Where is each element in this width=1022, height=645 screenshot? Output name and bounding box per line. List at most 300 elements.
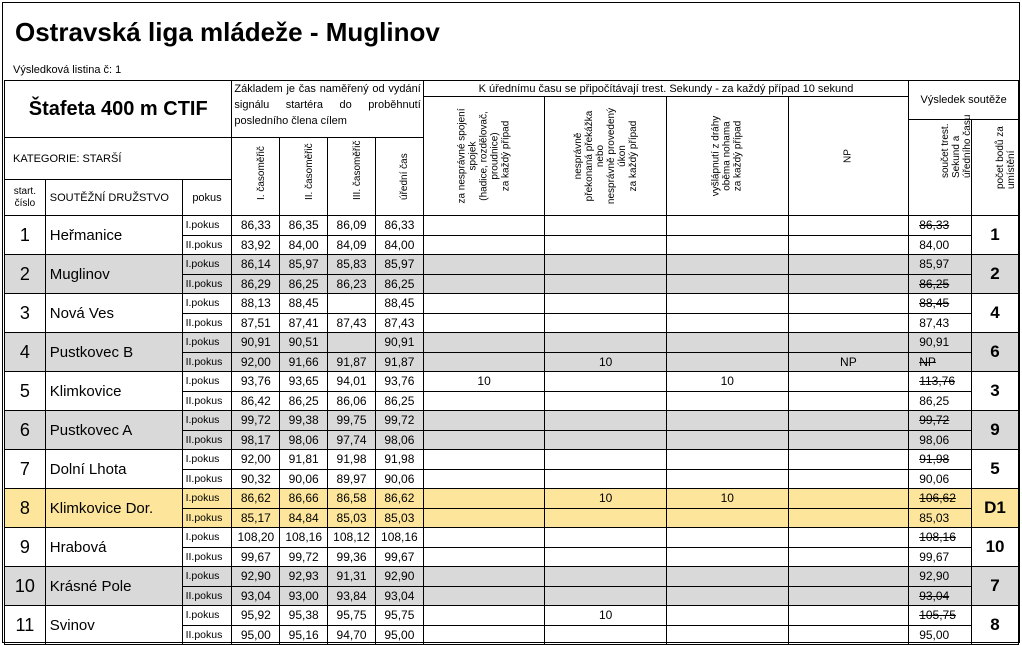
official-time-cell [375,274,423,294]
sum-cell-value: 85,97 [919,257,950,272]
sum-cell-value: 108,16 [919,530,956,545]
attempt-cell [182,274,232,294]
event-name: Štafeta 400 m CTIF [28,97,208,120]
timer2-cell [280,352,328,372]
penalty-np-cell [788,430,909,450]
official-time-cell-value: 91,87 [384,354,415,369]
sum-cell-value: 106,62 [919,491,956,506]
team-name-cell [45,372,182,411]
penalty1-cell [423,294,545,314]
col-timer3-label: III. časoměřič [351,140,363,200]
timer2-cell [280,450,328,470]
official-time-cell [375,255,423,275]
timer1-cell [232,333,280,353]
start-number-cell-value: 10 [14,575,35,596]
start-number-cell [5,528,46,567]
timer2-cell-value: 91,81 [288,452,319,467]
penalty2-cell-value: 10 [599,608,613,623]
official-time-cell [375,235,423,255]
penalty2-cell [545,547,667,567]
placement-cell-value: 1 [990,225,1000,244]
penalty-np-cell [788,313,909,333]
official-time-cell-value: 86,25 [384,276,415,291]
sum-cell [909,489,972,509]
timer3-cell [328,235,376,255]
penalty1-cell [423,508,545,528]
attempt-cell [182,469,232,489]
official-time-cell [375,352,423,372]
penalty-np-cell [788,508,909,528]
official-time-cell-value: 86,33 [384,218,415,233]
placement-cell [972,255,1019,294]
col-sum-label [940,115,973,178]
timer1-cell [232,274,280,294]
col-team-header [45,180,182,216]
official-time-cell [375,625,423,645]
attempt-cell [182,625,232,645]
sum-cell-value: 86,33 [919,218,950,233]
official-time-cell-value: 93,04 [384,588,415,603]
attempt-cell-value: II.pokus [185,277,223,290]
timer3-cell-value: 84,09 [336,237,367,252]
timer3-cell [328,430,376,450]
attempt-cell-value: II.pokus [185,394,223,407]
timer2-cell [280,469,328,489]
timer1-cell [232,313,280,333]
penalty3-cell [666,547,788,567]
penalty-note-cell [423,81,908,97]
timer1-cell [232,450,280,470]
placement-cell [972,372,1019,411]
penalty-np-cell [788,586,909,606]
timer3-cell-value: 99,75 [336,413,367,428]
penalty-np-cell [788,274,909,294]
timer3-cell [328,508,376,528]
official-time-cell-value: 86,25 [384,393,415,408]
start-number-cell-value: 4 [19,341,30,362]
sum-cell-value: 99,72 [919,413,950,428]
sum-cell [909,606,972,626]
penalty-np-cell [788,216,909,236]
team-name-cell-value: Dolní Lhota [49,460,127,478]
timer1-cell-value: 85,17 [240,510,271,525]
attempt-cell [182,372,232,392]
page-title: Ostravská liga mládeže - Muglinov [15,17,440,47]
penalty1-cell [423,333,545,353]
attempt-cell [182,547,232,567]
penalty1-cell [423,625,545,645]
table-row [5,606,1019,626]
penalty3-cell [666,235,788,255]
penalty2-cell [545,235,667,255]
timer3-cell [328,567,376,587]
official-time-cell [375,372,423,392]
attempt-cell-value: II.pokus [185,628,223,641]
timer1-cell-value: 108,20 [237,530,275,545]
timer3-cell-value: 91,31 [336,569,367,584]
official-time-cell [375,567,423,587]
start-number-cell [5,294,46,333]
col-points-header [972,120,1019,216]
ptsh-line: počet bodů za [995,126,1007,189]
timer3-cell-value: 87,43 [336,315,367,330]
timer2-cell-value: 84,00 [288,237,319,252]
start-number-cell-value: 11 [15,614,35,635]
team-name-cell-value: Klimkovice Dor. [49,499,154,517]
official-time-cell-value: 93,76 [384,374,415,389]
penalty3-cell [666,352,788,372]
penalty-np-cell [788,450,909,470]
start-number-cell-value: 7 [19,458,30,479]
timer1-cell [232,547,280,567]
penalty1-cell [423,450,545,470]
pen1h-line: za nesprávné spojení [456,108,468,204]
timer1-cell-value: 86,62 [240,491,271,506]
penalty1-cell [423,606,545,626]
timer1-cell-value: 99,72 [240,413,271,428]
timer1-cell [232,235,280,255]
table-row [5,372,1019,392]
sum-cell [909,333,972,353]
col-points-label [995,126,1017,189]
official-time-cell-value: 88,45 [384,296,415,311]
sumh-line: úředního času [962,114,974,178]
placement-cell-value: D1 [984,498,1006,517]
placement-cell [972,411,1019,450]
placement-cell [972,216,1019,255]
penalty-np-cell [788,528,909,548]
official-time-cell-value: 87,43 [384,315,415,330]
penalty-np-cell [788,255,909,275]
placement-cell [972,294,1019,333]
team-name-cell [45,567,182,606]
sum-cell-value: 85,03 [919,510,950,525]
penalty1-cell [423,567,545,587]
penalty-np-cell [788,391,909,411]
timer2-cell [280,274,328,294]
attempt-cell [182,235,232,255]
timer1-cell-value: 93,76 [240,374,271,389]
timer2-cell [280,528,328,548]
timer2-cell-value: 86,25 [288,276,319,291]
penalty1-cell [423,372,545,392]
penalty2-cell [545,567,667,587]
event-name-cell [5,81,232,138]
timer1-cell-value: 83,92 [240,237,271,252]
start-number-cell [5,372,46,411]
start-number-cell-value: 6 [19,419,30,440]
penalty3-cell [666,625,788,645]
official-time-cell [375,489,423,509]
timer3-cell-value: 91,98 [336,452,367,467]
official-time-cell-value: 99,67 [384,549,415,564]
penalty2-cell [545,352,667,372]
penalty1-cell [423,274,545,294]
sum-cell [909,216,972,236]
team-name-cell [45,333,182,372]
sum-cell [909,391,972,411]
attempt-cell-value: I.pokus [185,336,220,349]
penalty3-cell-value: 10 [720,374,734,389]
start-number-cell-value: 1 [19,224,30,245]
penalty-np-cell [788,469,909,489]
attempt-cell-value: II.pokus [185,550,223,563]
timer2-cell-value: 86,25 [288,393,319,408]
penalty2-cell [545,528,667,548]
sum-cell [909,450,972,470]
team-name-cell-value: Nová Ves [49,304,114,322]
penalty2-cell [545,430,667,450]
penalty3-cell [666,391,788,411]
timer3-cell-value: 86,09 [336,218,367,233]
timer3-cell [328,625,376,645]
start-number-cell-value: 8 [19,497,30,518]
official-time-cell [375,547,423,567]
timer2-cell [280,508,328,528]
timer1-cell-value: 86,33 [240,218,271,233]
timer2-cell [280,547,328,567]
col-start-no-label: start. číslo [13,185,36,209]
timer2-cell-value: 98,06 [288,432,319,447]
attempt-cell-value: I.pokus [185,453,220,466]
timer1-cell-value: 86,14 [240,257,271,272]
placement-cell-value: 2 [990,264,1000,283]
penalty1-cell [423,469,545,489]
category: KATEGORIE: STARŠÍ [13,152,122,165]
attempt-cell [182,333,232,353]
timer3-cell [328,469,376,489]
timer3-cell [328,450,376,470]
col-official-header [375,138,423,216]
penalty-np-cell [788,547,909,567]
timer3-cell [328,489,376,509]
timer2-cell-value: 93,00 [288,588,319,603]
timer3-cell-value: 85,03 [336,510,367,525]
penalty2-cell [545,294,667,314]
sum-cell-value: 84,00 [919,237,950,252]
penalty1-cell [423,528,545,548]
timer2-cell [280,606,328,626]
col-timer2-label: II. časoměřič [303,143,315,200]
sum-cell-value: 98,06 [919,432,950,447]
start-number-cell [5,255,46,294]
timer3-cell [328,294,376,314]
penalty2-cell [545,274,667,294]
timer3-cell [328,313,376,333]
attempt-cell [182,567,232,587]
official-time-cell-value: 95,00 [384,627,415,642]
penalty2-cell [545,489,667,509]
official-time-cell-value: 84,00 [384,237,415,252]
timer1-cell-value: 95,92 [240,608,271,623]
sum-cell-value: 113,76 [919,374,955,389]
start-number-cell [5,450,46,489]
timer1-cell [232,567,280,587]
timer3-cell-value: 93,84 [336,588,367,603]
penalty-np-cell [788,625,909,645]
col-attempt-header [182,180,232,216]
official-time-cell-value: 91,98 [384,452,415,467]
sum-cell-value: 92,90 [919,569,950,584]
team-name-cell-value: Klimkovice [49,382,122,400]
attempt-cell-value: II.pokus [185,355,223,368]
attempt-cell-value: I.pokus [185,375,220,388]
col-pen1-header [423,97,545,216]
sum-cell-value: 91,98 [919,452,950,467]
penalty1-cell [423,391,545,411]
table-row [5,216,1019,236]
pen2h-line: překonaná překážka [583,110,595,202]
result-title: Výsledek soutěže [920,94,1007,106]
penalty3-cell [666,372,788,392]
penalty-np-cell [788,567,909,587]
official-time-cell [375,216,423,236]
timer2-cell [280,430,328,450]
attempt-cell-value: II.pokus [185,316,223,329]
timer2-cell-value: 86,66 [288,491,319,506]
timer1-cell [232,508,280,528]
timer2-cell-value: 108,16 [285,530,323,545]
penalty3-cell [666,567,788,587]
timer1-cell [232,430,280,450]
start-number-cell-value: 9 [19,536,30,557]
col-timer1-label: I. časoměřič [255,146,267,200]
col-pen1-label [457,108,512,203]
start-number-cell [5,489,46,528]
col-pen2-label [573,108,639,204]
penalty1-cell [423,411,545,431]
timer2-cell-value: 86,35 [288,218,319,233]
official-time-cell-value: 108,16 [381,530,418,545]
sum-cell [909,547,972,567]
attempt-cell [182,508,232,528]
penalty2-cell-value: 10 [599,354,613,369]
team-name-cell [45,255,182,294]
table-row [5,333,1019,353]
team-name-cell-value: Pustkovec A [49,421,133,439]
official-time-cell [375,586,423,606]
team-name-cell [45,411,182,450]
col-pen2-header [545,97,667,216]
timer2-cell [280,294,328,314]
timer1-cell [232,352,280,372]
official-time-cell [375,294,423,314]
official-time-cell [375,430,423,450]
timer3-cell-value: 86,06 [336,393,367,408]
penalty1-cell [423,216,545,236]
sumh-line: součet trest. [940,123,952,178]
penalty1-cell [423,430,545,450]
attempt-cell-value: II.pokus [185,589,223,602]
sum-cell-value: 105,75 [919,608,956,623]
penalty3-cell [666,586,788,606]
penalty-np-cell [788,333,909,353]
placement-cell-value: 9 [990,420,1000,439]
sumh-line: Sekund a [951,135,963,178]
pen2h-line: za každý případ [627,120,639,192]
timer1-cell-value: 92,90 [240,569,271,584]
timer1-cell [232,606,280,626]
timer2-cell [280,489,328,509]
penalty1-cell [423,352,545,372]
sum-cell-value: 93,04 [919,588,950,603]
official-time-cell-value: 86,62 [384,491,415,506]
timer3-cell-value: 97,74 [336,432,367,447]
timer2-cell-value: 90,06 [288,471,319,486]
penalty1-cell [423,255,545,275]
placement-cell [972,606,1019,645]
pen2h-line: nesprávně provedený [605,107,617,205]
table-row [5,294,1019,314]
timer1-cell [232,255,280,275]
official-time-cell [375,508,423,528]
sum-cell-value: 95,00 [919,627,950,642]
penalty1-cell [423,489,545,509]
sum-cell [909,372,972,392]
official-time-cell-value: 95,75 [384,608,415,623]
attempt-cell [182,352,232,372]
timer3-cell-value: 89,97 [336,471,367,486]
timer3-cell-value: 99,36 [336,549,367,564]
official-time-cell [375,391,423,411]
table-row [5,489,1019,509]
timer3-cell [328,352,376,372]
official-time-cell [375,313,423,333]
penalty3-cell [666,313,788,333]
time-note-cell [232,81,423,138]
timer1-cell-value: 90,32 [240,471,271,486]
timer2-cell [280,333,328,353]
timer2-cell-value: 92,93 [288,569,319,584]
timer1-cell-value: 92,00 [240,452,271,467]
penalty3-cell [666,333,788,353]
pen2h-line: úkon [616,145,628,167]
timer2-cell [280,586,328,606]
official-time-cell [375,469,423,489]
penalty2-cell [545,313,667,333]
penalty3-cell [666,450,788,470]
timer1-cell [232,528,280,548]
attempt-cell [182,216,232,236]
timer2-cell [280,255,328,275]
official-time-cell-value: 98,06 [384,432,415,447]
timer3-cell-value: 86,23 [336,276,367,291]
time-note: Základem je čas naměřený od vydání signálu startéra do proběhnutí posledního člena cílem [234,83,421,127]
attempt-cell [182,489,232,509]
penalty3-cell [666,469,788,489]
sheet-number: Výsledková listina č: 1 [13,64,122,76]
pen1h-line: (hadice, rozdělovač, [478,111,490,201]
table-row [5,450,1019,470]
timer2-cell-value: 95,38 [288,608,319,623]
timer1-cell-value: 87,51 [240,315,271,330]
team-name-cell [45,528,182,567]
sum-cell [909,508,972,528]
team-name-cell-value: Muglinov [49,265,110,283]
attempt-cell-value: I.pokus [185,531,220,544]
placement-cell-value: 10 [985,537,1005,556]
timer3-cell-value: 91,87 [336,354,367,369]
timer3-cell-value: 86,58 [336,491,367,506]
start-number-cell [5,567,46,606]
penalty3-cell [666,528,788,548]
sum-cell-value: 99,67 [919,549,950,564]
start-number-cell [5,333,46,372]
sum-cell-value: 86,25 [919,393,950,408]
sum-cell [909,469,972,489]
timer1-cell-value: 98,17 [240,432,271,447]
timer2-cell-value: 87,41 [288,315,319,330]
